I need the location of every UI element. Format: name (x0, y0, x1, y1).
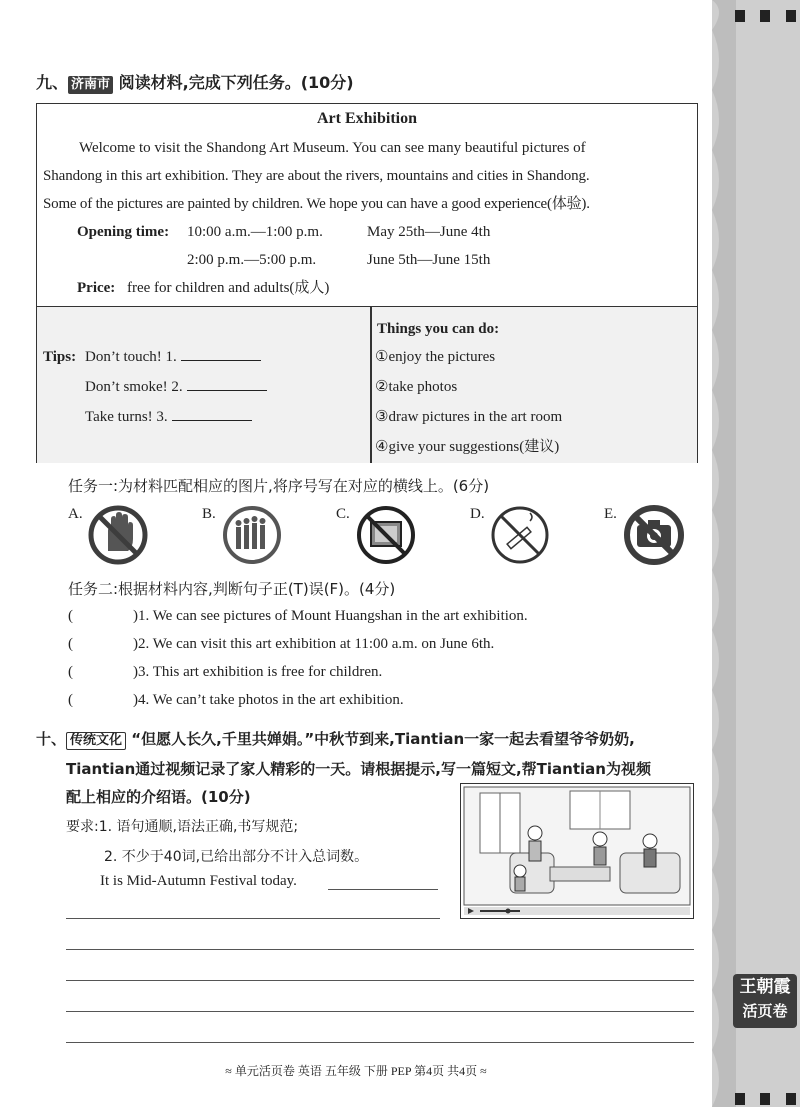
writing-line[interactable] (66, 918, 440, 919)
para-line: Some of the pictures are painted by children. We hope you can have a good experience(体验). (43, 196, 590, 212)
opening-time: 2:00 p.m.—5:00 p.m. (187, 252, 317, 268)
requirement-line (66, 816, 298, 836)
section9-instruction: 阅读材料,完成下列任务。(10分) (118, 73, 354, 92)
icon-label: B. (202, 506, 216, 522)
things-item: ①enjoy the pictures (375, 349, 496, 365)
start-sentence: It is Mid-Autumn Festival today. (100, 873, 297, 889)
prompt-line: “但愿人长久,千里共婵娟。”中秋节到来,Tiantian一家一起去看望爷爷奶奶, (131, 730, 635, 748)
notice-upper (37, 104, 697, 306)
things-item: ④give your suggestions(建议) (375, 439, 560, 455)
brand-line1: 王朝霞 (739, 977, 791, 997)
notice-title: Art Exhibition (316, 110, 417, 127)
answer-paren[interactable]: ( (68, 608, 73, 624)
tf-item (68, 664, 382, 681)
answer-paren[interactable]: ( (68, 636, 73, 652)
culture-tag: 传统文化 (66, 732, 126, 750)
family-video-illustration (460, 783, 694, 919)
no-touch-icon (88, 505, 148, 565)
tf-statement: 3. This art exhibition is free for children. (138, 664, 383, 680)
tf-item (68, 692, 404, 709)
no-picture-icon (356, 505, 416, 565)
queue-icon (222, 505, 282, 565)
tip-item (85, 373, 267, 401)
edge-mark (786, 1093, 796, 1105)
region-tag: 济南市 (68, 76, 113, 94)
section9-heading (36, 70, 354, 94)
things-item: ②take photos (375, 379, 458, 395)
task2-instruction: 任务二:根据材料内容,判断句子正(T)误(F)。(4分) (68, 580, 396, 598)
writing-line[interactable] (66, 949, 694, 950)
page-footer: ≈ 单元活页卷 英语 五年级 下册 PEP 第4页 共4页 ≈ (225, 1064, 487, 1078)
answer-blank[interactable] (187, 376, 267, 391)
brand-logo (733, 974, 797, 1028)
no-camera-icon (624, 505, 684, 565)
notice-lower (37, 306, 697, 463)
para-line: Shandong in this art exhibition. They are about the rivers, mountains and cities in Shandong. (43, 168, 590, 184)
prompt-line: 配上相应的介绍语。(10分) (66, 788, 251, 806)
opening-dates: June 5th—June 15th (367, 252, 491, 268)
tip-item (85, 403, 252, 431)
panel-divider (370, 307, 372, 463)
edge-mark (760, 1093, 770, 1105)
edge-mark (735, 10, 745, 22)
things-title: Things you can do: (377, 321, 500, 337)
edge-mark (786, 10, 796, 22)
icon-label: E. (604, 506, 617, 522)
section10-number: 十、 (36, 730, 67, 748)
prompt-line: Tiantian通过视频记录了家人精彩的一天。请根据提示,写一篇短文,帮Tiantian为视频 (66, 760, 651, 778)
answer-blank[interactable] (172, 406, 252, 421)
page-edge-wave (712, 0, 736, 1107)
task1-instruction: 任务一:为材料匹配相应的图片,将序号写在对应的横线上。(6分) (68, 477, 490, 495)
opening-label: Opening time: (77, 224, 170, 240)
tip-text: Don’t touch! 1. (85, 349, 177, 365)
answer-blank[interactable] (181, 346, 261, 361)
tf-item (68, 636, 494, 653)
answer-paren-close: ) (133, 636, 138, 652)
tip-text: Take turns! 3. (85, 409, 168, 425)
req-label: 要求: (66, 819, 99, 835)
brand-line2: 活页卷 (742, 1002, 788, 1020)
icon-label: C. (336, 506, 350, 522)
things-item: ③draw pictures in the art room (375, 409, 563, 425)
requirement: 1. 语句通顺,语法正确,书写规范; (98, 819, 299, 835)
tf-item (68, 608, 528, 625)
opening-dates: May 25th—June 4th (367, 224, 491, 240)
requirement: 2. 不少于40词,已给出部分不计入总词数。 (104, 849, 369, 865)
writing-line[interactable] (66, 1042, 694, 1043)
tip-item (85, 343, 261, 371)
tf-statement: 4. We can’t take photos in the art exhibition. (138, 692, 404, 708)
writing-line[interactable] (328, 889, 438, 890)
icon-label: A. (68, 506, 83, 522)
answer-paren-close: ) (133, 692, 138, 708)
price-text: free for children and adults(成人) (127, 280, 330, 296)
icon-label: D. (470, 506, 485, 522)
price-label: Price: (77, 280, 116, 296)
section10-heading (36, 728, 635, 750)
edge-mark (735, 1093, 745, 1105)
tip-text: Don’t smoke! 2. (85, 379, 183, 395)
answer-paren-close: ) (133, 664, 138, 680)
opening-time: 10:00 a.m.—1:00 p.m. (187, 224, 323, 240)
writing-line[interactable] (66, 980, 694, 981)
answer-paren[interactable]: ( (68, 692, 73, 708)
tf-statement: 2. We can visit this art exhibition at 11:00 a.m. on June 6th. (138, 636, 495, 652)
section9-number: 九、 (36, 73, 69, 92)
writing-line[interactable] (66, 1011, 694, 1012)
no-smoking-icon (490, 505, 550, 565)
answer-paren[interactable]: ( (68, 664, 73, 680)
answer-paren-close: ) (133, 608, 138, 624)
tf-statement: 1. We can see pictures of Mount Huangshan in the art exhibition. (138, 608, 528, 624)
para-line: Welcome to visit the Shandong Art Museum. You can see many beautiful pictures of (79, 140, 586, 156)
edge-mark (760, 10, 770, 22)
reading-material-box (36, 103, 698, 463)
tips-label: Tips: (43, 349, 77, 365)
